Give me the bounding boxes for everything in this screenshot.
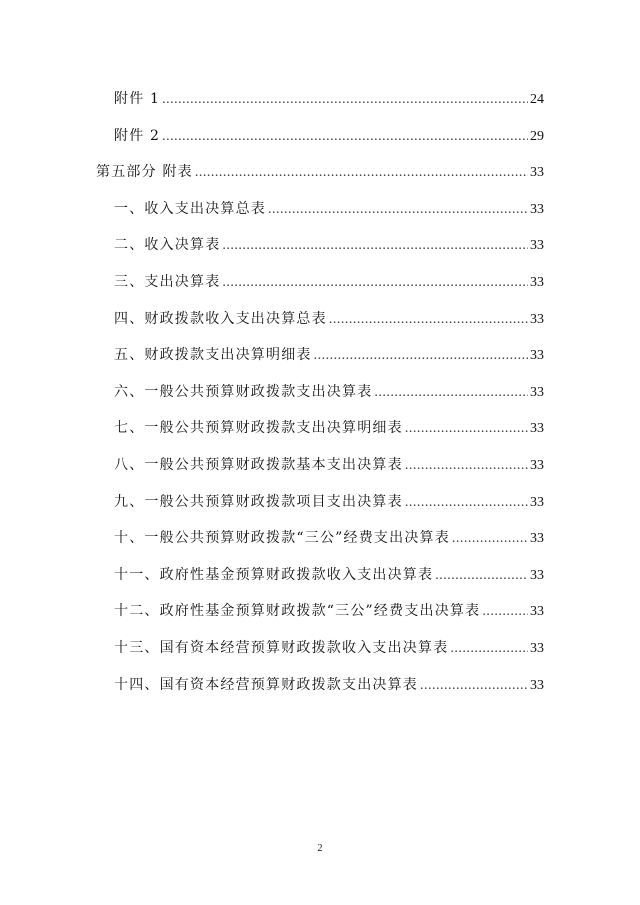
toc-entry-title: 五、财政拨款支出决算明细表 (114, 347, 312, 364)
table-of-contents (0, 86, 640, 708)
toc-entry-page: 33 (530, 421, 544, 437)
toc-leader-dots (450, 639, 528, 659)
toc-leader-dots (268, 200, 528, 220)
toc-leader-dots (162, 90, 528, 110)
toc-leader-dots (374, 383, 528, 403)
toc-entry-title: 第五部分 附表 (96, 164, 193, 181)
toc-entry-title: 六、一般公共预算财政拨款支出决算表 (114, 383, 373, 400)
toc-entry-part-5[interactable] (96, 159, 544, 196)
toc-entry-page: 33 (530, 274, 544, 290)
toc-leader-dots (329, 310, 528, 330)
toc-entry-title: 三、支出决算表 (114, 273, 221, 290)
toc-entry-page: 33 (530, 457, 544, 473)
toc-leader-dots (405, 493, 528, 513)
toc-entry-page: 33 (530, 567, 544, 583)
toc-leader-dots (405, 419, 528, 439)
toc-entry-page: 24 (530, 92, 544, 107)
toc-entry-table-14[interactable] (114, 672, 544, 709)
toc-entry-title: 附件 2 (114, 127, 161, 144)
toc-entry-page: 33 (530, 640, 544, 656)
toc-entry-title: 一、收入支出决算总表 (114, 200, 266, 217)
toc-entry-page: 33 (530, 604, 544, 620)
toc-entry-attachment-2[interactable] (114, 123, 544, 160)
toc-entry-table-13[interactable] (114, 635, 544, 672)
toc-entry-title: 十一、政府性基金预算财政拨款收入支出决算表 (114, 566, 434, 583)
toc-entry-page: 33 (530, 201, 544, 217)
toc-entry-table-1[interactable] (114, 196, 544, 233)
toc-entry-title: 附件 1 (114, 91, 161, 107)
toc-entry-title: 十三、国有资本经营预算财政拨款收入支出决算表 (114, 639, 449, 656)
toc-entry-page: 33 (530, 677, 544, 693)
toc-entry-page: 33 (530, 494, 544, 510)
toc-leader-dots (452, 529, 528, 549)
toc-leader-dots (222, 236, 528, 256)
toc-entry-title: 十二、政府性基金预算财政拨款“三公”经费支出决算表 (114, 603, 481, 620)
toc-entry-table-4[interactable] (114, 306, 544, 343)
toc-leader-dots (482, 602, 528, 622)
toc-leader-dots (314, 346, 528, 366)
toc-entry-table-2[interactable] (114, 232, 544, 269)
toc-entry-title: 十、一般公共预算财政拨款“三公”经费支出决算表 (114, 530, 450, 547)
toc-leader-dots (195, 163, 528, 183)
toc-entry-table-5[interactable] (114, 342, 544, 379)
toc-entry-table-8[interactable] (114, 452, 544, 489)
toc-entry-title: 八、一般公共预算财政拨款基本支出决算表 (114, 456, 403, 473)
toc-entry-page: 33 (530, 384, 544, 400)
page-number: 2 (317, 843, 323, 854)
toc-entry-page: 33 (530, 165, 544, 181)
toc-entry-title: 十四、国有资本经营预算财政拨款支出决算表 (114, 676, 418, 693)
toc-leader-dots (420, 676, 528, 696)
toc-entry-title: 七、一般公共预算财政拨款支出决算明细表 (114, 420, 403, 437)
toc-entry-page: 33 (530, 348, 544, 364)
toc-entry-page: 33 (530, 238, 544, 254)
toc-entry-page: 29 (530, 128, 544, 144)
toc-entry-title: 九、一般公共预算财政拨款项目支出决算表 (114, 493, 403, 510)
toc-entry-title: 四、财政拨款收入支出决算总表 (114, 310, 327, 327)
toc-leader-dots (162, 127, 528, 147)
toc-entry-table-11[interactable] (114, 562, 544, 599)
toc-entry-table-9[interactable] (114, 489, 544, 526)
toc-leader-dots (405, 456, 528, 476)
toc-entry-table-12[interactable] (114, 598, 544, 635)
toc-leader-dots (222, 273, 528, 293)
toc-entry-page: 33 (530, 531, 544, 547)
toc-leader-dots (435, 566, 528, 586)
toc-entry-table-3[interactable] (114, 269, 544, 306)
toc-entry-attachment-1[interactable] (114, 86, 544, 123)
toc-entry-table-7[interactable] (114, 415, 544, 452)
toc-entry-table-10[interactable] (114, 525, 544, 562)
toc-entry-page: 33 (530, 311, 544, 327)
toc-entry-table-6[interactable] (114, 379, 544, 416)
toc-entry-title: 二、收入决算表 (114, 237, 221, 254)
